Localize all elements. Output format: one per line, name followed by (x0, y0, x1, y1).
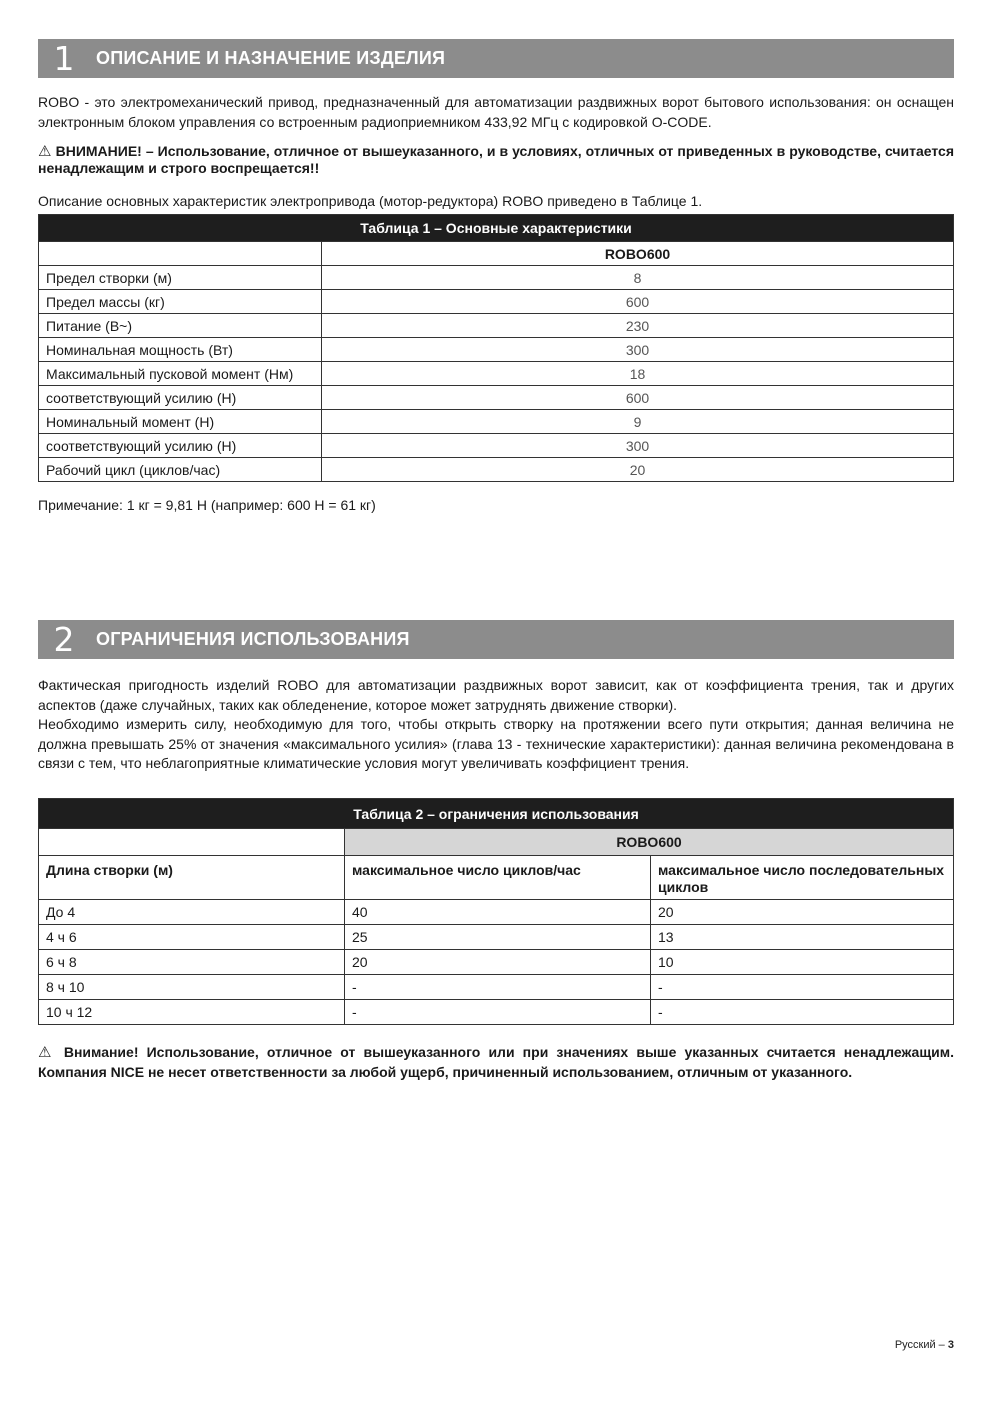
table-empty-cell (39, 242, 322, 266)
warning-text: ВНИМАНИЕ! – Использование, отличное от вышеуказанного, и в условиях, отличных от приведенных в руководстве, считается ненадлежащим и строго воспрещается!! (38, 143, 954, 176)
cell-cycles-hour: 25 (345, 925, 651, 950)
table-row (39, 925, 954, 950)
cell-cycles-hour: 20 (345, 950, 651, 975)
table-row (39, 900, 954, 925)
row-label: соответствующий усилию (Н) (39, 386, 322, 410)
table-caption: Таблица 2 – ограничения использования (39, 799, 954, 829)
section-1-header (38, 39, 954, 78)
table-model-header: ROBO600 (322, 242, 954, 266)
column-header-cycles-hour: максимальное число циклов/час (345, 856, 651, 900)
cell-cycles-hour: - (345, 975, 651, 1000)
table-row (39, 290, 954, 314)
table-model-header: ROBO600 (345, 829, 954, 856)
section-number: 2 (53, 620, 75, 659)
table-row (39, 458, 954, 482)
row-label: Питание (В~) (39, 314, 322, 338)
table-row (39, 266, 954, 290)
cell-length: 6 ч 8 (39, 950, 345, 975)
row-label: Номинальный момент (Н) (39, 410, 322, 434)
row-label: Номинальная мощность (Вт) (39, 338, 322, 362)
warning-text: Внимание! Использование, отличное от вышеуказанного или при значениях выше указанных считается ненадлежащим. Компания NICE не несет ответственности за любой ущерб, причиненный использованием, отличным от указанного. (38, 1044, 955, 1080)
table-row (39, 314, 954, 338)
warning-triangle-icon: ⚠ (38, 142, 52, 160)
row-label: Предел створки (м) (39, 266, 322, 290)
row-value: 600 (322, 290, 954, 314)
row-value: 18 (322, 362, 954, 386)
cell-length: 4 ч 6 (39, 925, 345, 950)
cell-cycles-hour: - (345, 1000, 651, 1025)
table-row (39, 1000, 954, 1025)
row-label: Предел массы (кг) (39, 290, 322, 314)
row-value: 230 (322, 314, 954, 338)
page-footer (895, 1339, 954, 1351)
section-title: ОПИСАНИЕ И НАЗНАЧЕНИЕ ИЗДЕЛИЯ (96, 48, 446, 68)
row-value: 8 (322, 266, 954, 290)
cell-length: До 4 (39, 900, 345, 925)
table-caption: Таблица 1 – Основные характеристики (39, 215, 954, 242)
table-row (39, 386, 954, 410)
footer-language: Русский – (894, 1339, 945, 1351)
table-row (39, 434, 954, 458)
row-value: 300 (322, 338, 954, 362)
row-value: 20 (322, 458, 954, 482)
section-2-header (38, 620, 954, 659)
table-usage-limits (38, 798, 954, 1025)
section-title: ОГРАНИЧЕНИЯ ИСПОЛЬЗОВАНИЯ (96, 629, 410, 649)
warning-triangle-icon: ⚠ (38, 1043, 56, 1061)
section-number: 1 (53, 39, 75, 78)
limits-paragraph-1: Фактическая пригодность изделий ROBO для автоматизации раздвижных ворот зависит, как от коэффициента трения, так и других аспектов (даже случайных, таких как обледенение, которое может затруднять движение створки). (38, 677, 954, 713)
row-label: соответствующий усилию (Н) (39, 434, 322, 458)
limits-paragraph-2: Необходимо измерить силу, необходимую для того, чтобы открыть створку на протяжении всего пути открытия; данная величина не должна превышать 25% от значения «максимального усилия» (глава 13 - технические характеристики): данная величина рекомендована в связи с тем, что неблагоприятные климатические условия могут увеличивать коэффициент трения. (38, 716, 954, 771)
row-label: Рабочий цикл (циклов/час) (39, 458, 322, 482)
table-row (39, 410, 954, 434)
cell-consecutive: 10 (651, 950, 954, 975)
table-main-characteristics (38, 214, 954, 482)
table-empty-cell (39, 829, 345, 856)
cell-consecutive: - (651, 1000, 954, 1025)
cell-consecutive: - (651, 975, 954, 1000)
table-intro: Описание основных характеристик электропривода (мотор-редуктора) ROBO приведено в Таблице 1. (38, 193, 703, 209)
intro-paragraph: ROBO - это электромеханический привод, предназначенный для автоматизации раздвижных ворот бытового использования: он оснащен электронным блоком управления со встроенным радиоприемником 433,92 МГц с кодировкой O-CODE. (38, 94, 954, 130)
note-text: Примечание: 1 кг = 9,81 Н (например: 600 Н = 61 кг) (38, 497, 376, 513)
table-row (39, 950, 954, 975)
table-row (39, 338, 954, 362)
cell-cycles-hour: 40 (345, 900, 651, 925)
cell-consecutive: 13 (651, 925, 954, 950)
column-header-consecutive: максимальное число последовательных циклов (651, 856, 954, 900)
row-value: 300 (322, 434, 954, 458)
row-value: 9 (322, 410, 954, 434)
column-header-length: Длина створки (м) (39, 856, 345, 900)
cell-length: 10 ч 12 (39, 1000, 345, 1025)
page-number: 3 (947, 1339, 954, 1351)
row-value: 600 (322, 386, 954, 410)
table-row (39, 975, 954, 1000)
warning-block (38, 143, 954, 177)
cell-length: 8 ч 10 (39, 975, 345, 1000)
table-row (39, 362, 954, 386)
cell-consecutive: 20 (651, 900, 954, 925)
row-label: Максимальный пусковой момент (Нм) (39, 362, 322, 386)
warning-block-2 (38, 1043, 954, 1082)
